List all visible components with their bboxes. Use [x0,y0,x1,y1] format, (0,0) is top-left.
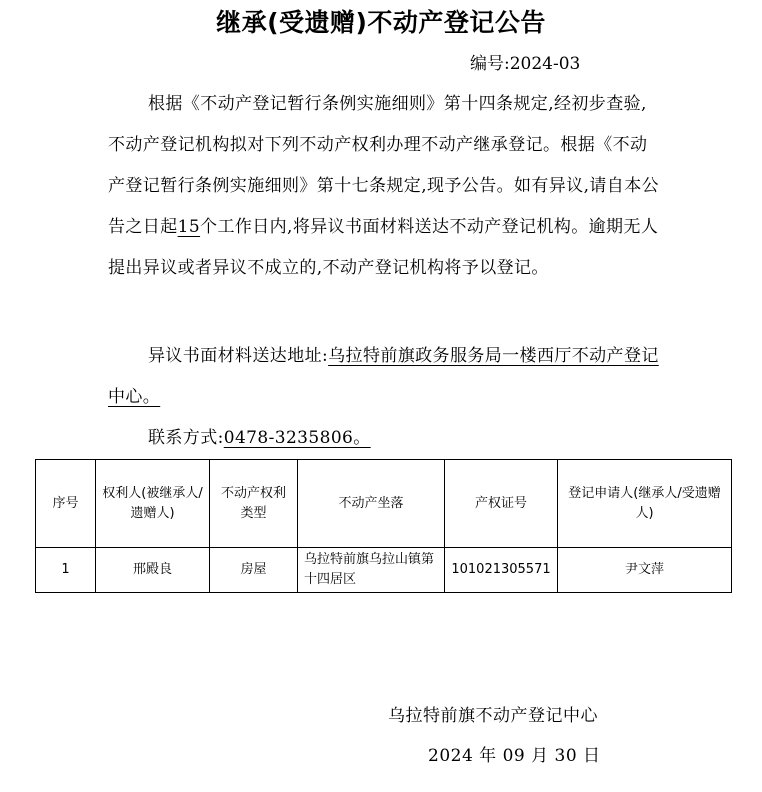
notice-body-paragraph [108,84,664,289]
address-value: 乌拉特前旗政务服务局一楼西厅不动产登记中心。 [108,346,659,407]
header-seq: 序号 [36,460,96,548]
cell-right-type: 房屋 [210,548,298,593]
table-row [36,548,732,593]
header-right-type: 不动产权利类型 [210,460,298,548]
header-applicant: 登记申请人(继承人/受遗赠人) [558,460,732,548]
body-text-after-days: 个工作日内,将异议书面材料送达不动产登记机构。逾期无人提出异议或者异议不成立的,不动产登记机构将予以登记。 [108,217,659,278]
header-holder: 权利人(被继承人/遗赠人) [96,460,210,548]
notice-title: 继承(受遗赠)不动产登记公告 [216,8,546,37]
body-text-before-days: 根据《不动产登记暂行条例实施细则》第十四条规定,经初步查验,不动产登记机构拟对下列不动产权利办理不动产继承登记。根据《不动产登记暂行条例实施细则》第十七条规定,现予公告。如有异议,请自本公告之日起 [108,94,660,237]
header-cert-number: 产权证号 [445,460,558,548]
cell-location: 乌拉特前旗乌拉山镇第十四居区 [298,548,445,593]
cell-applicant: 尹文萍 [558,548,732,593]
issuing-organization: 乌拉特前旗不动产登记中心 [388,706,598,726]
cell-seq: 1 [36,548,96,593]
address-label: 异议书面材料送达地址: [148,346,329,366]
registration-table [35,459,732,593]
contact-paragraph [108,418,664,459]
doc-number: 编号:2024-03 [470,54,581,74]
address-paragraph [108,336,664,418]
header-location: 不动产坐落 [298,460,445,548]
issue-date: 2024 年 09 月 30 日 [428,746,601,766]
objection-days: 15 [177,217,201,237]
contact-label: 联系方式: [148,428,224,448]
cell-holder: 邢殿良 [96,548,210,593]
table-header-row [36,460,732,548]
contact-value: 0478-3235806。 [223,428,371,448]
cell-cert-number: 101021305571 [445,548,558,593]
